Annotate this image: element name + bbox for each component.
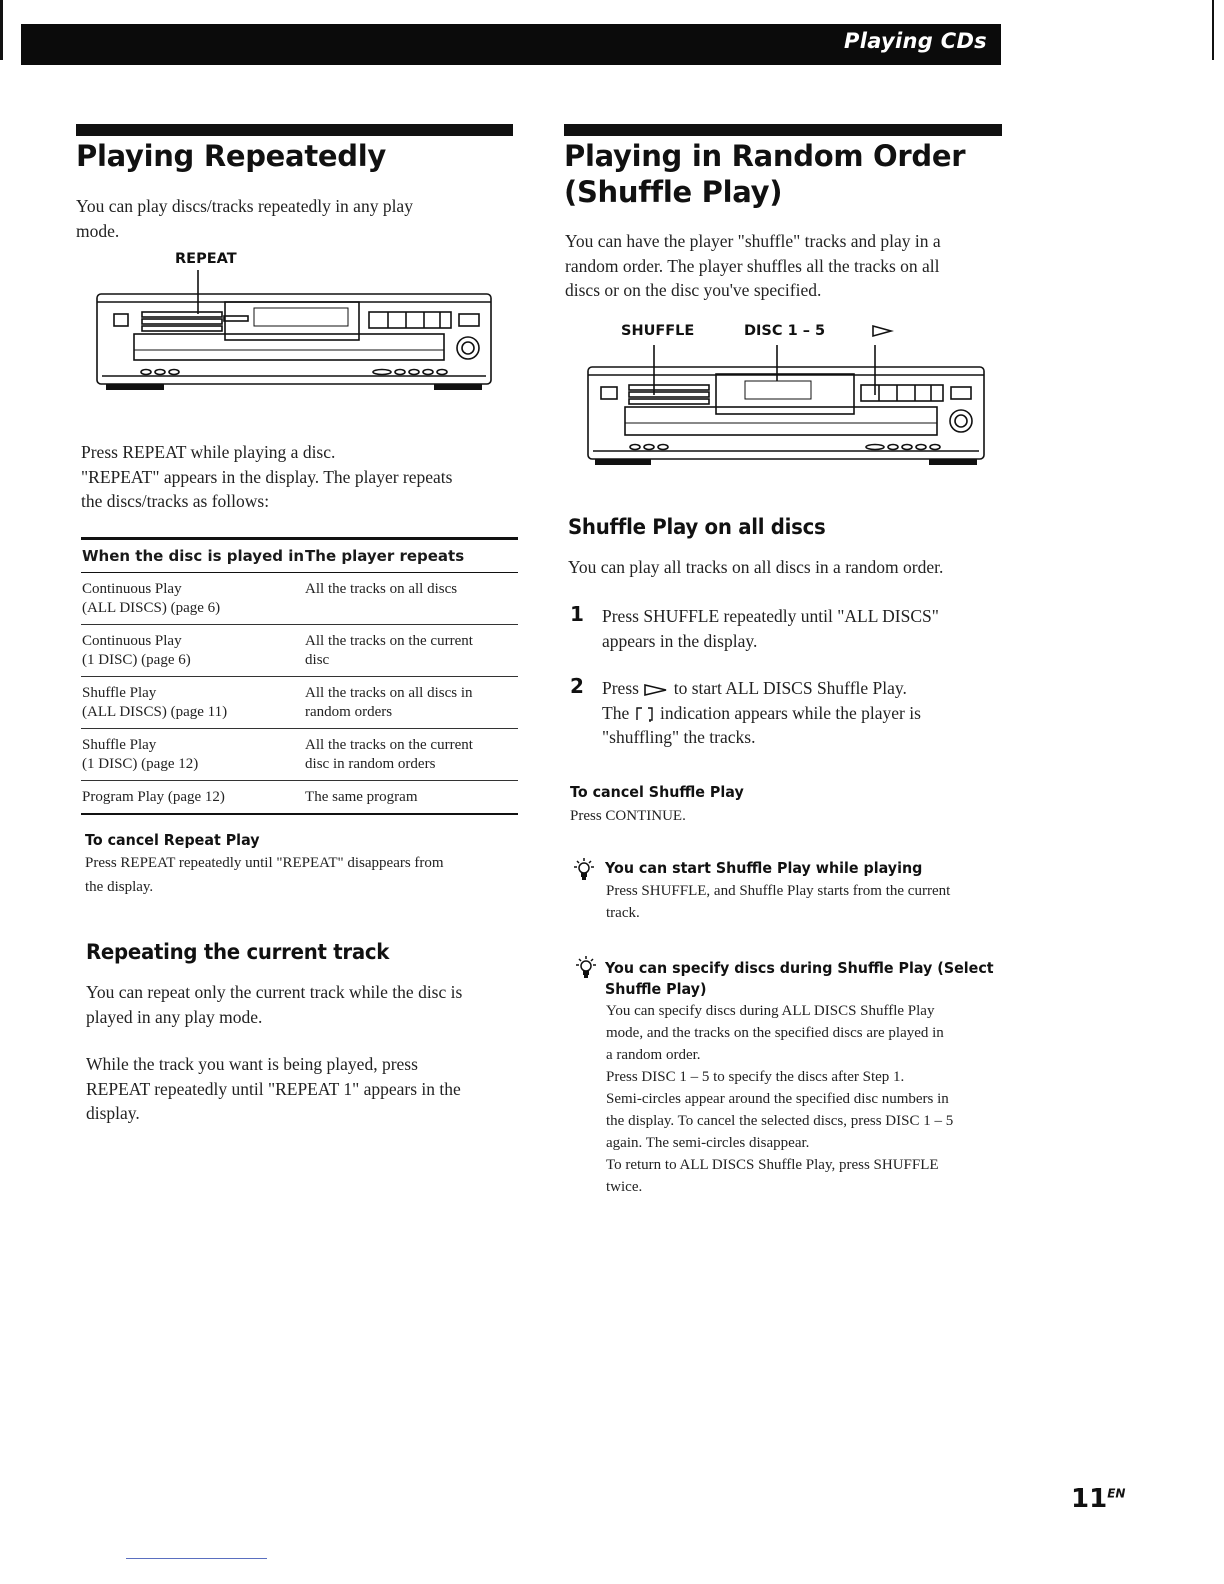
text-line: Press REPEAT repeatedly until "REPEAT" disappears from: [85, 855, 444, 871]
current-track-heading: Repeating the current track: [86, 940, 390, 964]
cell-text: The same program: [305, 789, 418, 805]
display-window: [716, 374, 854, 414]
table-row: [81, 573, 518, 625]
table-row: [81, 677, 518, 729]
header-title: Playing CDs: [844, 29, 987, 53]
step-text: [602, 604, 1002, 653]
step-text-part: indication appears while the player is: [659, 702, 921, 723]
cell-text: Program Play (page 12): [82, 789, 225, 805]
text-line: Semi-circles appear around the specified disc numbers in: [606, 1091, 949, 1107]
cell-text: (1 DISC) (page 12): [82, 756, 199, 772]
text-line: REPEAT repeatedly until "REPEAT 1" appears in the: [86, 1078, 461, 1099]
text-line: "shuffling" the tracks.: [602, 727, 756, 747]
header-band: [21, 24, 1001, 65]
cancel-repeat-heading: To cancel Repeat Play: [85, 831, 260, 849]
tip-heading: You can start Shuffle Play while playing: [605, 859, 923, 877]
text-line: display.: [86, 1103, 140, 1123]
text-line: Press REPEAT while playing a disc.: [81, 442, 336, 462]
play-triangle-icon: [871, 323, 895, 339]
text-line: Press SHUFFLE, and Shuffle Play starts from the current: [606, 883, 951, 899]
section-rule: [564, 124, 1002, 136]
section-title-shuffle: [564, 138, 965, 210]
player-foot: [434, 384, 482, 390]
step-number: 1: [570, 602, 584, 626]
table-cell: [304, 625, 518, 677]
cell-text: disc in random orders: [305, 756, 436, 772]
text-line: You can specify discs during Shuffle Play (Select: [605, 959, 994, 977]
step-number: 2: [570, 674, 584, 698]
tip-heading: [605, 958, 994, 1000]
page-number-suffix: EN: [1107, 1486, 1126, 1501]
section-rule: [76, 124, 513, 136]
table-row: [81, 625, 518, 677]
text-line: Press SHUFFLE repeatedly until "ALL DISCS": [602, 606, 939, 626]
disc-label: DISC 1 – 5: [744, 323, 826, 339]
text-line: played in any play mode.: [86, 1006, 263, 1027]
text-line: a random order.: [606, 1047, 701, 1063]
cell-text: disc: [305, 652, 330, 668]
cd-player-diagram: [585, 343, 989, 483]
text-line: the display. To cancel the selected discs, press DISC 1 – 5: [606, 1113, 954, 1129]
scan-edge-mark: [0, 0, 3, 60]
table-cell: [81, 677, 304, 729]
repeat-label: REPEAT: [175, 251, 237, 267]
text-line: the discs/tracks as follows:: [81, 491, 270, 511]
text-line: again. The semi-circles disappear.: [606, 1135, 810, 1151]
table-cell: [304, 573, 518, 625]
section-title-repeat: Playing Repeatedly: [76, 139, 386, 173]
scan-edge-mark: [1212, 0, 1214, 60]
cd-player-diagram: [94, 268, 494, 410]
cancel-shuffle-text: Press CONTINUE.: [570, 808, 686, 824]
title-line: Playing in Random Order: [564, 139, 966, 173]
tip-lightbulb-icon: [575, 955, 597, 981]
table-header-row: [81, 539, 518, 573]
cell-text: All the tracks on all discs: [305, 581, 458, 597]
step-text-part: Press: [602, 678, 639, 698]
text-line: mode.: [76, 220, 120, 241]
cell-text: All the tracks on all discs in: [305, 685, 473, 701]
disc-tray: [134, 334, 444, 360]
step-text-part: The: [602, 702, 630, 723]
text-line: mode, and the tracks on the specified discs are played in: [606, 1025, 944, 1041]
cell-text: Continuous Play: [82, 581, 182, 597]
text-line: You can repeat only the current track while the disc is: [86, 982, 463, 1002]
text-line: "REPEAT" appears in the display. The player repeats: [81, 466, 453, 487]
text-line: You can specify discs during ALL DISCS Shuffle Play: [606, 1003, 935, 1019]
disc-buttons: [369, 312, 451, 328]
table-cell: [81, 625, 304, 677]
tip-lightbulb-icon: [573, 857, 595, 883]
text-line: track.: [606, 905, 640, 921]
repeat-intro: [76, 194, 506, 243]
cell-text: All the tracks on the current: [305, 633, 473, 649]
table-cell: [81, 729, 304, 781]
cell-text: Continuous Play: [82, 633, 182, 649]
text-line: [602, 676, 1002, 701]
current-track-para1: [86, 980, 526, 1029]
all-discs-heading: Shuffle Play on all discs: [568, 515, 826, 539]
power-button: [601, 387, 617, 399]
power-button: [114, 314, 128, 326]
table-cell: [304, 729, 518, 781]
disc-tray: [625, 407, 937, 435]
cancel-repeat-text: [85, 851, 515, 899]
title-line: (Shuffle Play): [564, 175, 783, 209]
tip-text: [606, 880, 1016, 924]
cell-text: Shuffle Play: [82, 737, 157, 753]
text-line: To return to ALL DISCS Shuffle Play, press SHUFFLE: [606, 1157, 939, 1173]
cell-text: (ALL DISCS) (page 11): [82, 704, 228, 720]
text-line: Press DISC 1 – 5 to specify the discs after Step 1.: [606, 1069, 905, 1085]
text-line: Shuffle Play): [605, 980, 707, 998]
text-line: twice.: [606, 1179, 643, 1195]
table-header-mode: When the disc is played in: [81, 539, 304, 573]
table-cell: [81, 781, 304, 815]
player-foot: [106, 384, 164, 390]
text-line: You can have the player "shuffle" tracks and play in a: [565, 231, 941, 251]
text-line: [602, 701, 1002, 726]
text-line: appears in the display.: [602, 630, 758, 651]
text-line: discs or on the disc you've specified.: [565, 280, 822, 300]
shuffle-intro: [565, 229, 1005, 303]
current-track-para2: [86, 1052, 526, 1126]
table-cell: [304, 781, 518, 815]
footer-rule: [126, 1558, 267, 1559]
cell-text: (1 DISC) (page 6): [82, 652, 191, 668]
all-discs-intro: You can play all tracks on all discs in a random order.: [568, 557, 944, 577]
text-line: the display.: [85, 879, 154, 895]
repeat-instructions: [81, 440, 521, 514]
repeat-table: [81, 537, 518, 815]
step-text: [602, 676, 1002, 750]
text-line: You can play discs/tracks repeatedly in any play: [76, 196, 413, 216]
cancel-shuffle-heading: To cancel Shuffle Play: [570, 783, 744, 801]
player-foot: [595, 459, 651, 465]
table-cell: [81, 573, 304, 625]
page-number: [1071, 1484, 1125, 1514]
table-row: [81, 781, 518, 815]
cell-text: (ALL DISCS) (page 6): [82, 600, 221, 616]
cell-text: random orders: [305, 704, 393, 720]
tip-text: [606, 1000, 1016, 1198]
shuffle-indicator-icon: [634, 705, 656, 723]
player-foot: [929, 459, 977, 465]
page-number-value: 11: [1071, 1484, 1108, 1514]
jog-dial: [457, 337, 479, 359]
table-row: [81, 729, 518, 781]
cell-text: All the tracks on the current: [305, 737, 473, 753]
text-line: While the track you want is being played, press: [86, 1054, 418, 1074]
text-line: random order. The player shuffles all the tracks on all: [565, 255, 940, 276]
step-text-part: to start ALL DISCS Shuffle Play.: [673, 678, 907, 698]
table-cell: [304, 677, 518, 729]
play-triangle-icon: [643, 683, 669, 697]
jog-dial: [950, 410, 972, 432]
table-header-repeats: The player repeats: [304, 539, 518, 573]
shuffle-label: SHUFFLE: [621, 323, 695, 339]
cell-text: Shuffle Play: [82, 685, 157, 701]
